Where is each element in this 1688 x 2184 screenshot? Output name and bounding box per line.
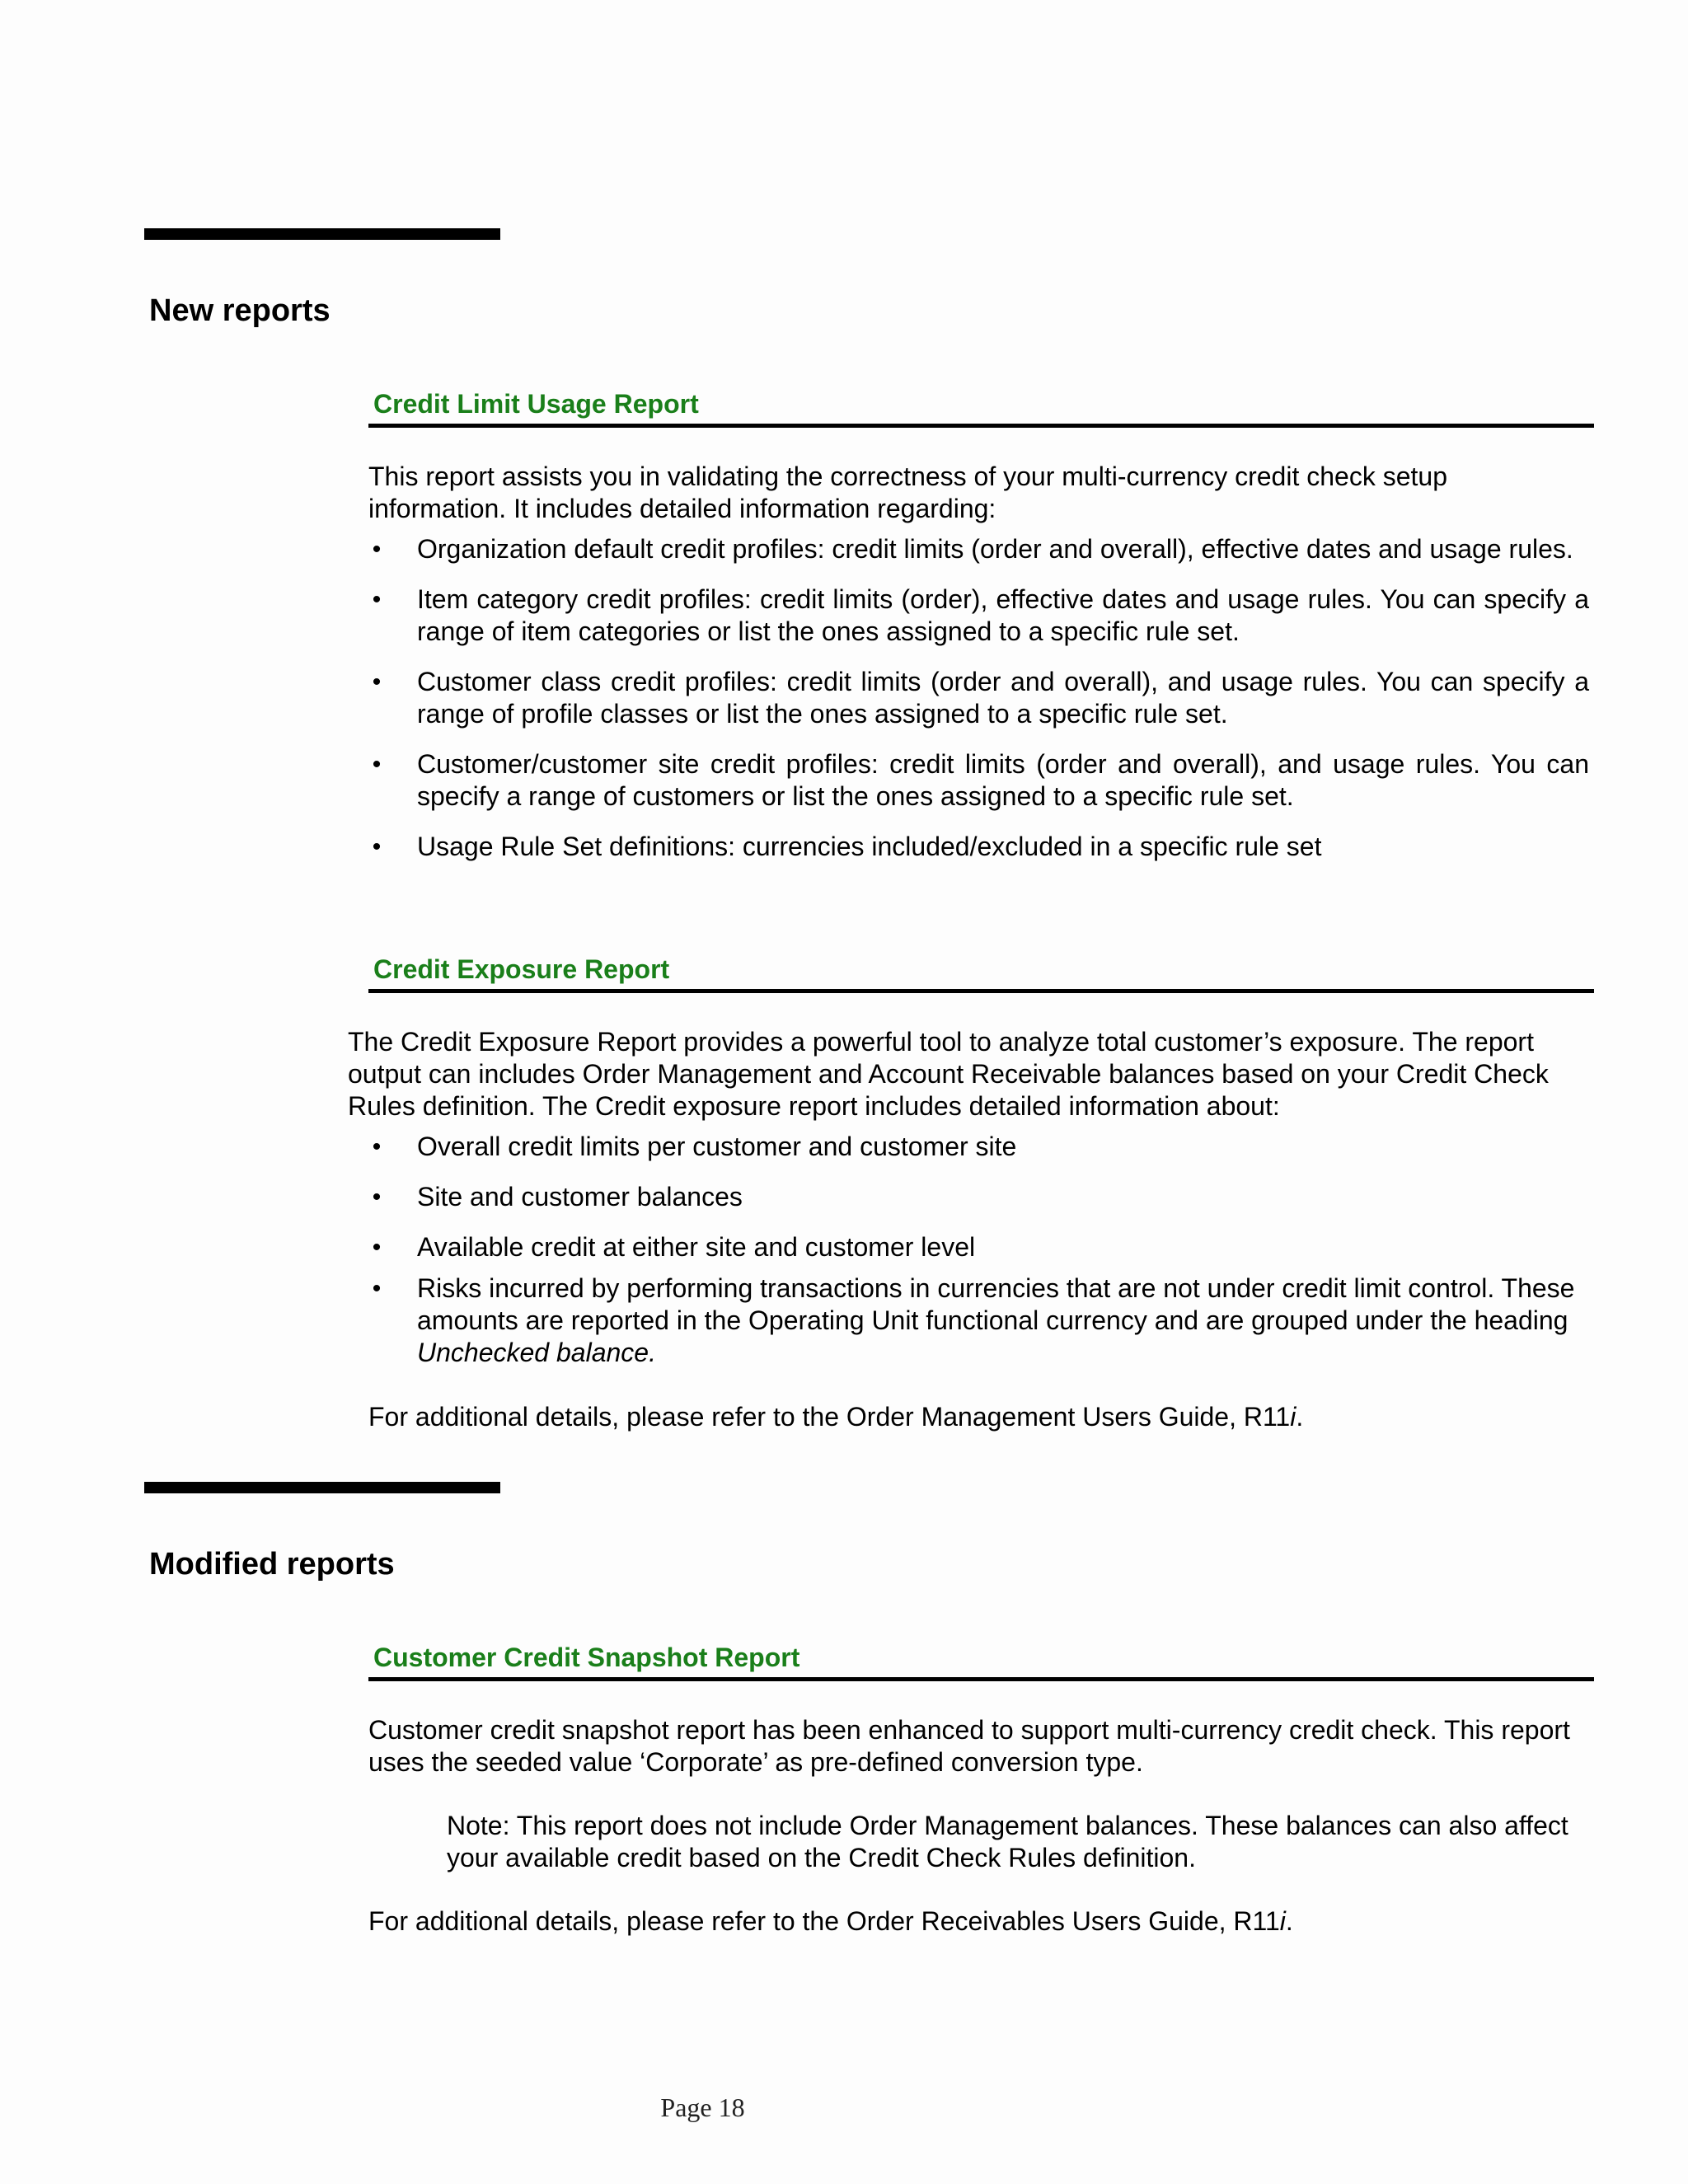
heading-credit-limit-usage-report: Credit Limit Usage Report — [368, 387, 1594, 428]
bullet-icon: • — [372, 1275, 382, 1302]
credit-limit-usage-intro: This report assists you in validating the correctness of your multi-currency credit check setup information. It includes detailed information regarding: — [368, 462, 1447, 523]
bullet-icon: • — [372, 536, 382, 563]
page-number: Page 18 — [660, 2093, 745, 2122]
section-title-new-reports: New reports — [149, 293, 331, 328]
credit-exposure-intro: The Credit Exposure Report provides a powerful tool to analyze total customer’s exposure. The report output can includes Order Management and Account Receivable balances based on your Credit Check Rules definition. The Credit exposure report includes detailed information about: — [348, 1027, 1549, 1121]
list-item: • Usage Rule Set definitions: currencies included/excluded in a specific rule set — [368, 831, 1589, 863]
heading-credit-exposure-report: Credit Exposure Report — [368, 953, 1594, 993]
bullet-icon: • — [372, 668, 382, 696]
credit-exposure-bullet-list — [368, 1131, 1589, 1369]
list-item: • Site and customer balances — [368, 1181, 1589, 1213]
list-item: • Available credit at either site and customer level — [368, 1231, 1589, 1263]
customer-credit-snapshot-intro: Customer credit snapshot report has been enhanced to support multi-currency credit check. This report uses the seeded value ‘Corporate’ as pre-defined conversion type. — [368, 1715, 1570, 1777]
heading-customer-credit-snapshot-report: Customer Credit Snapshot Report — [368, 1641, 1594, 1681]
bullet-icon: • — [372, 833, 382, 860]
section-divider-bar — [144, 1482, 500, 1493]
list-item: • Customer/customer site credit profiles: credit limits (order and overall), and usage rules. You can specify a range of customers or list the ones assigned to a specific rule set. — [368, 748, 1589, 813]
list-item: • Item category credit profiles: credit limits (order), effective dates and usage rules. You can specify a range of item categories or list the ones assigned to a specific rule set. — [368, 583, 1589, 648]
credit-exposure-reference: For additional details, please refer to the Order Management Users Guide, R11i. — [368, 1402, 1304, 1432]
bullet-icon: • — [372, 1133, 382, 1160]
bullet-icon: • — [372, 1183, 382, 1211]
list-item: • Overall credit limits per customer and customer site — [368, 1131, 1589, 1163]
bullet-icon: • — [372, 1234, 382, 1261]
list-item: • Customer class credit profiles: credit limits (order and overall), and usage rules. You can specify a range of profile classes or list the ones assigned to a specific rule set. — [368, 666, 1589, 730]
section-title-modified-reports: Modified reports — [149, 1547, 395, 1582]
bullet-icon: • — [372, 751, 382, 778]
list-item: • Risks incurred by performing transactions in currencies that are not under credit limit control. These amounts are reported in the Operating Unit functional currency and are grouped under the heading Unchecked balance. — [368, 1272, 1589, 1369]
credit-limit-usage-bullet-list — [368, 533, 1589, 863]
customer-credit-snapshot-note: Note: This report does not include Order Management balances. These balances can also affect your available credit based on the Credit Check Rules definition. — [447, 1811, 1568, 1872]
customer-credit-snapshot-reference: For additional details, please refer to the Order Receivables Users Guide, R11i. — [368, 1906, 1293, 1936]
section-divider-bar — [144, 228, 500, 240]
bullet-icon: • — [372, 586, 382, 613]
list-item: • Organization default credit profiles: credit limits (order and overall), effective dates and usage rules. — [368, 533, 1589, 565]
